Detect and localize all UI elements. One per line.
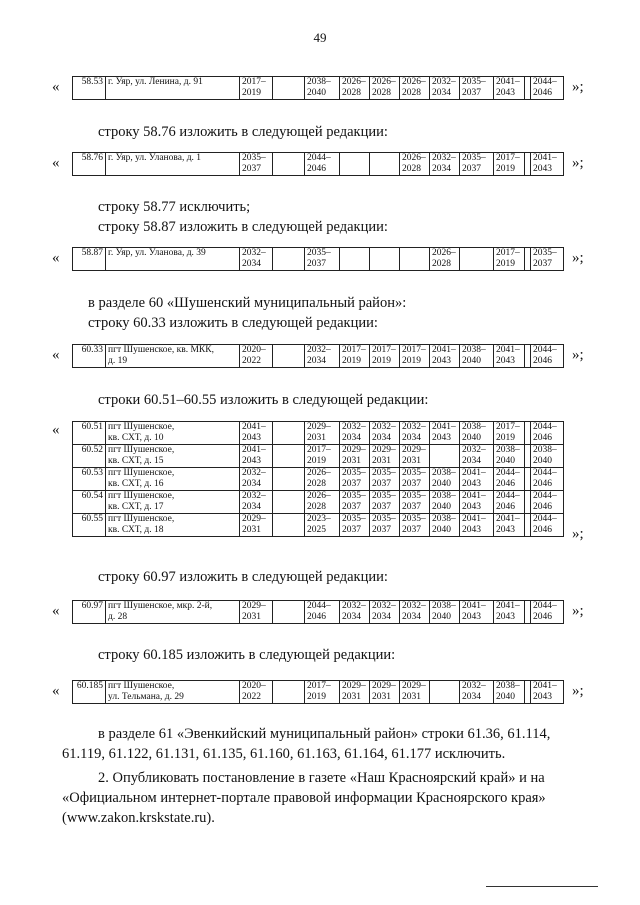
- quote-close: »;: [572, 603, 584, 619]
- table-row-60-97: [72, 600, 564, 624]
- table-row: [73, 345, 564, 368]
- period-cell: 2017– 2019: [370, 345, 400, 368]
- period-cell: 2026– 2028: [305, 491, 340, 514]
- period-cell: 2041– 2043: [460, 601, 494, 624]
- period-cell: [273, 468, 305, 491]
- period-cell: 2032– 2034: [240, 468, 273, 491]
- period-cell: 2038– 2040: [430, 468, 460, 491]
- period-cell: 2017– 2019: [494, 422, 525, 445]
- period-cell: 2032– 2034: [340, 601, 370, 624]
- period-cell: 2035– 2037: [305, 248, 340, 271]
- text-60-185: строку 60.185 изложить в следующей редакции:: [98, 647, 396, 663]
- table-row: [73, 468, 564, 491]
- period-cell: 2041– 2043: [460, 491, 494, 514]
- period-cell: 2035– 2037: [340, 491, 370, 514]
- row-number-cell: 60.185: [73, 681, 106, 704]
- quote-open: «: [52, 155, 60, 171]
- period-cell: 2035– 2037: [460, 77, 494, 100]
- table-row-58-53: [72, 76, 564, 100]
- period-cell: 2035– 2037: [240, 153, 273, 176]
- address-cell: пгт Шушенское, кв. СХТ, д. 18: [106, 514, 240, 537]
- address-cell: пгт Шушенское, мкр. 2-й, д. 28: [106, 601, 240, 624]
- period-cell: 2035– 2037: [400, 514, 430, 537]
- period-cell: [400, 248, 430, 271]
- period-cell: [273, 422, 305, 445]
- period-cell: [370, 248, 400, 271]
- period-cell: [273, 345, 305, 368]
- period-cell: 2029– 2031: [240, 601, 273, 624]
- period-cell: 2029– 2031: [340, 445, 370, 468]
- text-section-60: в разделе 60 «Шушенский муниципальный район»:: [88, 295, 407, 311]
- period-cell: 2038– 2040: [430, 491, 460, 514]
- period-cell: 2041– 2043: [531, 153, 564, 176]
- paragraph-line: «Официальном интернет-портале правовой информации Красноярского края»: [62, 790, 546, 806]
- period-cell: 2041– 2043: [460, 468, 494, 491]
- period-cell: 2041– 2043: [494, 514, 525, 537]
- period-cell: [273, 445, 305, 468]
- period-cell: 2020– 2022: [240, 681, 273, 704]
- period-cell: 2032– 2034: [370, 601, 400, 624]
- period-cell: [460, 248, 494, 271]
- row-number-cell: 60.97: [73, 601, 106, 624]
- period-cell: 2026– 2028: [430, 248, 460, 271]
- period-cell: 2029– 2031: [240, 514, 273, 537]
- period-cell: 2044– 2046: [531, 422, 564, 445]
- period-cell: 2035– 2037: [370, 514, 400, 537]
- period-cell: [273, 153, 305, 176]
- row-number-cell: 60.54: [73, 491, 106, 514]
- table-row: [73, 514, 564, 537]
- period-cell: 2029– 2031: [400, 445, 430, 468]
- text-60-33: строку 60.33 изложить в следующей редакции:: [88, 315, 378, 331]
- row-60-97-block: [52, 600, 592, 626]
- period-cell: 2017– 2019: [400, 345, 430, 368]
- row-number-cell: 58.87: [73, 248, 106, 271]
- period-cell: 2035– 2037: [340, 514, 370, 537]
- period-cell: [430, 445, 460, 468]
- table-rows-60-51-55: [72, 421, 564, 537]
- period-cell: 2032– 2034: [370, 422, 400, 445]
- quote-open: «: [52, 683, 60, 699]
- table-row: [73, 77, 564, 100]
- period-cell: 2044– 2046: [305, 153, 340, 176]
- paragraph-section-61: [62, 724, 582, 764]
- period-cell: 2044– 2046: [531, 491, 564, 514]
- paragraph-line: 61.119, 61.122, 61.131, 61.135, 61.160, 61.163, 61.164, 61.177 исключить.: [62, 746, 506, 762]
- page-number: 49: [313, 30, 327, 45]
- address-cell: г. Уяр, ул. Уланова, д. 39: [106, 248, 240, 271]
- period-cell: [273, 77, 305, 100]
- period-cell: 2044– 2046: [305, 601, 340, 624]
- period-cell: [273, 601, 305, 624]
- period-cell: 2041– 2043: [430, 422, 460, 445]
- period-cell: 2041– 2043: [240, 445, 273, 468]
- period-cell: 2044– 2046: [531, 468, 564, 491]
- table-row: [73, 491, 564, 514]
- address-cell: г. Уяр, ул. Ленина, д. 91: [106, 77, 240, 100]
- period-cell: 2032– 2034: [430, 153, 460, 176]
- quote-close: »;: [572, 79, 584, 95]
- table-row: [73, 248, 564, 271]
- period-cell: 2041– 2043: [460, 514, 494, 537]
- period-cell: 2041– 2043: [494, 601, 525, 624]
- row-number-cell: 58.76: [73, 153, 106, 176]
- table-row: [73, 153, 564, 176]
- address-cell: пгт Шушенское, кв. СХТ, д. 15: [106, 445, 240, 468]
- paragraph-point-2: [62, 768, 582, 828]
- period-cell: 2032– 2034: [240, 248, 273, 271]
- period-cell: 2029– 2031: [400, 681, 430, 704]
- period-cell: 2026– 2028: [400, 153, 430, 176]
- address-cell: пгт Шушенское, ул. Тельмана, д. 29: [106, 681, 240, 704]
- period-cell: [370, 153, 400, 176]
- quote-open: «: [52, 79, 60, 95]
- row-number-cell: 60.33: [73, 345, 106, 368]
- table-row-60-33: [72, 344, 564, 368]
- period-cell: 2017– 2019: [494, 248, 525, 271]
- period-cell: 2038– 2040: [460, 345, 494, 368]
- table-row-58-87: [72, 247, 564, 271]
- table-row: [73, 445, 564, 468]
- row-58-76-block: [52, 152, 592, 178]
- period-cell: 2032– 2034: [305, 345, 340, 368]
- period-cell: 2038– 2040: [430, 514, 460, 537]
- period-cell: 2026– 2028: [340, 77, 370, 100]
- period-cell: 2041– 2043: [531, 681, 564, 704]
- table-row-60-185: [72, 680, 564, 704]
- period-cell: 2035– 2037: [370, 468, 400, 491]
- period-cell: 2026– 2028: [305, 468, 340, 491]
- period-cell: 2032– 2034: [240, 491, 273, 514]
- period-cell: [430, 681, 460, 704]
- period-cell: 2017– 2019: [305, 445, 340, 468]
- period-cell: 2044– 2046: [531, 345, 564, 368]
- text-58-87: строку 58.87 изложить в следующей редакции:: [98, 219, 388, 235]
- period-cell: 2017– 2019: [494, 153, 525, 176]
- period-cell: 2044– 2046: [531, 601, 564, 624]
- period-cell: 2041– 2043: [494, 77, 525, 100]
- row-60-33-block: [52, 344, 592, 370]
- period-cell: 2038– 2040: [305, 77, 340, 100]
- quote-open: «: [52, 422, 60, 438]
- period-cell: 2044– 2046: [531, 77, 564, 100]
- period-cell: 2035– 2037: [460, 153, 494, 176]
- quote-open: «: [52, 347, 60, 363]
- period-cell: 2038– 2040: [494, 445, 525, 468]
- period-cell: 2038– 2040: [460, 422, 494, 445]
- table-row: [73, 601, 564, 624]
- rows-60-51-block: [52, 421, 592, 553]
- period-cell: 2032– 2034: [400, 601, 430, 624]
- period-cell: 2044– 2046: [531, 514, 564, 537]
- period-cell: [273, 681, 305, 704]
- period-cell: 2041– 2043: [430, 345, 460, 368]
- row-number-cell: 60.55: [73, 514, 106, 537]
- quote-close: »;: [572, 683, 584, 699]
- period-cell: 2032– 2034: [460, 681, 494, 704]
- row-60-185-block: [52, 680, 592, 706]
- period-cell: 2032– 2034: [430, 77, 460, 100]
- quote-close: »;: [572, 250, 584, 266]
- footer-rule: [486, 886, 598, 887]
- period-cell: 2044– 2046: [494, 468, 525, 491]
- period-cell: 2035– 2037: [370, 491, 400, 514]
- period-cell: 2026– 2028: [400, 77, 430, 100]
- period-cell: 2017– 2019: [305, 681, 340, 704]
- period-cell: 2026– 2028: [370, 77, 400, 100]
- period-cell: 2029– 2031: [370, 681, 400, 704]
- text-58-77: строку 58.77 исключить;: [98, 199, 251, 215]
- quote-close: »;: [572, 347, 584, 363]
- period-cell: 2032– 2034: [340, 422, 370, 445]
- period-cell: 2035– 2037: [400, 468, 430, 491]
- quote-open: «: [52, 250, 60, 266]
- period-cell: 2020– 2022: [240, 345, 273, 368]
- table-row-58-76: [72, 152, 564, 176]
- period-cell: 2038– 2040: [494, 681, 525, 704]
- quote-open: «: [52, 603, 60, 619]
- row-58-53-block: [52, 76, 592, 102]
- address-cell: пгт Шушенское, кв. СХТ, д. 10: [106, 422, 240, 445]
- period-cell: 2035– 2037: [340, 468, 370, 491]
- period-cell: 2029– 2031: [305, 422, 340, 445]
- period-cell: 2041– 2043: [494, 345, 525, 368]
- paragraph-line: 2. Опубликовать постановление в газете «Наш Красноярский край» и на: [98, 770, 545, 786]
- period-cell: 2032– 2034: [460, 445, 494, 468]
- text-58-76: строку 58.76 изложить в следующей редакции:: [98, 124, 388, 140]
- quote-close: »;: [572, 526, 584, 542]
- period-cell: 2041– 2043: [240, 422, 273, 445]
- period-cell: 2029– 2031: [370, 445, 400, 468]
- period-cell: [273, 514, 305, 537]
- row-number-cell: 60.53: [73, 468, 106, 491]
- period-cell: 2044– 2046: [494, 491, 525, 514]
- row-number-cell: 60.52: [73, 445, 106, 468]
- period-cell: 2017– 2019: [240, 77, 273, 100]
- period-cell: 2023– 2025: [305, 514, 340, 537]
- period-cell: [273, 248, 305, 271]
- table-row: [73, 681, 564, 704]
- period-cell: [273, 491, 305, 514]
- period-cell: 2032– 2034: [400, 422, 430, 445]
- period-cell: [340, 153, 370, 176]
- quote-close: »;: [572, 155, 584, 171]
- period-cell: 2017– 2019: [340, 345, 370, 368]
- period-cell: 2035– 2037: [400, 491, 430, 514]
- period-cell: [340, 248, 370, 271]
- text-60-51: строки 60.51–60.55 изложить в следующей редакции:: [98, 392, 429, 408]
- row-58-87-block: [52, 247, 592, 273]
- row-number-cell: 58.53: [73, 77, 106, 100]
- paragraph-line: (www.zakon.krskstate.ru).: [62, 810, 215, 826]
- period-cell: 2029– 2031: [340, 681, 370, 704]
- address-cell: пгт Шушенское, кв. МКК, д. 19: [106, 345, 240, 368]
- table-row: [73, 422, 564, 445]
- text-60-97: строку 60.97 изложить в следующей редакции:: [98, 569, 388, 585]
- paragraph-line: в разделе 61 «Эвенкийский муниципальный район» строки 61.36, 61.114,: [98, 726, 551, 742]
- period-cell: 2038– 2040: [430, 601, 460, 624]
- period-cell: 2035– 2037: [531, 248, 564, 271]
- row-number-cell: 60.51: [73, 422, 106, 445]
- address-cell: пгт Шушенское, кв. СХТ, д. 16: [106, 468, 240, 491]
- address-cell: пгт Шушенское, кв. СХТ, д. 17: [106, 491, 240, 514]
- address-cell: г. Уяр, ул. Уланова, д. 1: [106, 153, 240, 176]
- period-cell: 2038– 2040: [531, 445, 564, 468]
